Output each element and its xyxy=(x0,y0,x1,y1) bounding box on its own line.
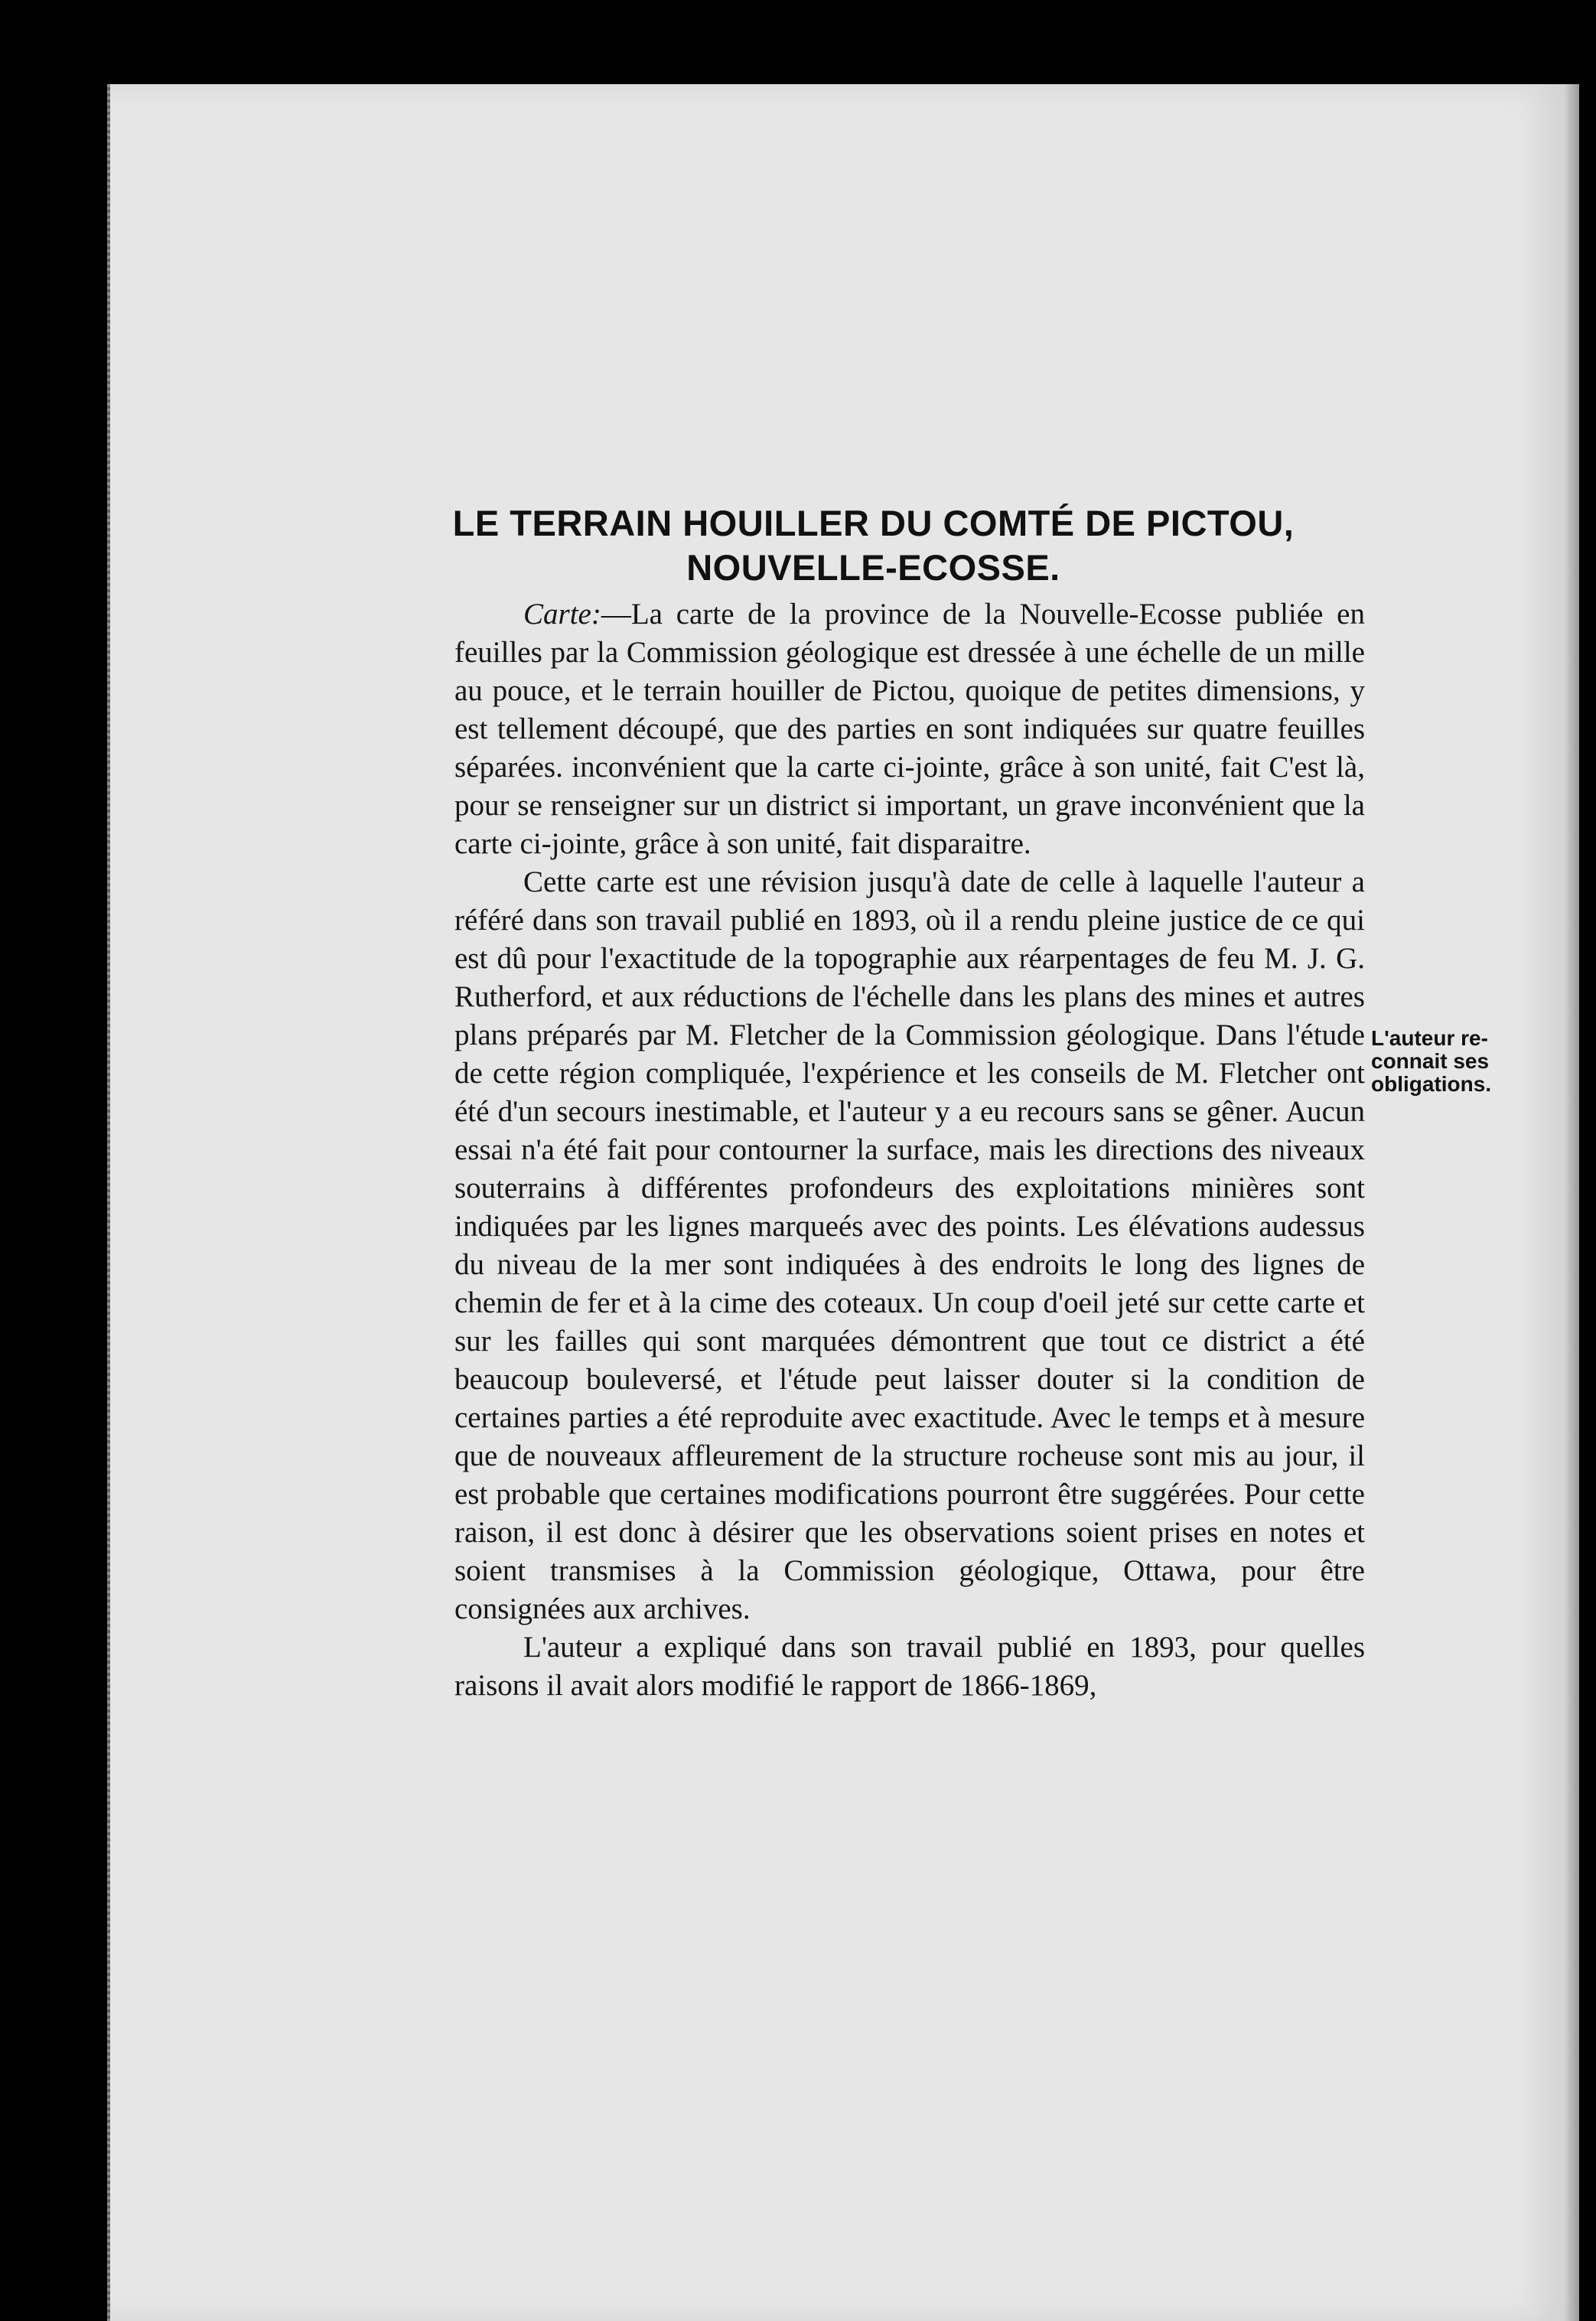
margin-note-line-3: obligations. xyxy=(1371,1072,1492,1096)
paragraph-revision xyxy=(454,863,1365,1628)
body-text xyxy=(454,595,1365,1705)
paragraph-2-text: Cette carte est une révision jusqu'à date de celle à laquelle l'auteur a référé dans son travail publié en 1893, où il a rendu pleine justice de ce qui est dû pour l'exactitude de la topographie aux réarpentages de feu M. J. G. Rutherford, et aux réductions de l'échelle dans les plans des mines et autres plans préparés par M. Fletcher de la Commission géologique. Dans l'étude de cette région compliquée, l'expérience et les conseils de M. Fletcher ont été d'un secours inestimable, et l'auteur y a eu recours sans se gêner. Aucun essai n'a été fait pour contourner la surface, mais les directions des niveaux souterrains à différentes profondeurs des exploitations minières sont indiquées par les lignes marqueés avec des points. Les élévations audessus du niveau de la mer sont indiquées à des endroits le long des lignes de chemin de fer et à la cime des coteaux. Un coup d'oeil jeté sur cette carte et sur les failles qui sont marquées démontrent que tout ce district a été beaucoup bouleversé, et l'étude peut laisser douter si la condition de certaines parties a été reproduite avec exactitude. Avec le temps et à mesure que de nouveaux affleurement de la structure rocheuse sont mis au jour, il est probable que certaines modifications pourront être suggérées. Pour cette raison, il est donc à désirer que les observations soient prises en notes et soient transmises à la Commission géologique, Ottawa, pour être consignées aux archives. xyxy=(454,865,1365,1625)
margin-note-line-2: connait ses xyxy=(1371,1049,1490,1073)
title-line-1: LE TERRAIN HOUILLER DU COMTÉ DE PICTOU, xyxy=(452,503,1295,543)
paragraph-explication xyxy=(454,1628,1365,1705)
page-right-edge xyxy=(1564,84,1579,2321)
paragraph-1-text: —La carte de la province de la Nouvelle-Ecosse publiée en feuilles par la Commission géologique est dressée à une échelle de un mille au pouce, et le terrain houiller de Pictou, quoique de petites dimensions, y est tellement découpé, que des parties en sont indiquées sur quatre feuilles séparées. inconvénient que la carte ci-jointe, grâce à son unité, fait C'est là, pour se renseigner sur un district si important, un grave inconvénient que la carte ci-jointe, grâce à son unité, fait disparaitre. xyxy=(454,598,1365,860)
scanned-page xyxy=(107,84,1572,2321)
paragraph-carte xyxy=(454,595,1365,863)
title-line-2: NOUVELLE-ECOSSE. xyxy=(686,547,1060,588)
page-binding-edge xyxy=(107,84,110,2321)
margin-note xyxy=(1371,1027,1524,1096)
page-title xyxy=(363,501,1384,590)
paragraph-3-text: L'auteur a expliqué dans son travail publié en 1893, pour quelles raisons il avait alors modifié le rapport de 1866-1869, xyxy=(454,1631,1365,1702)
margin-note-line-1: L'auteur re- xyxy=(1371,1026,1488,1050)
paragraph-lead: Carte: xyxy=(523,598,601,631)
